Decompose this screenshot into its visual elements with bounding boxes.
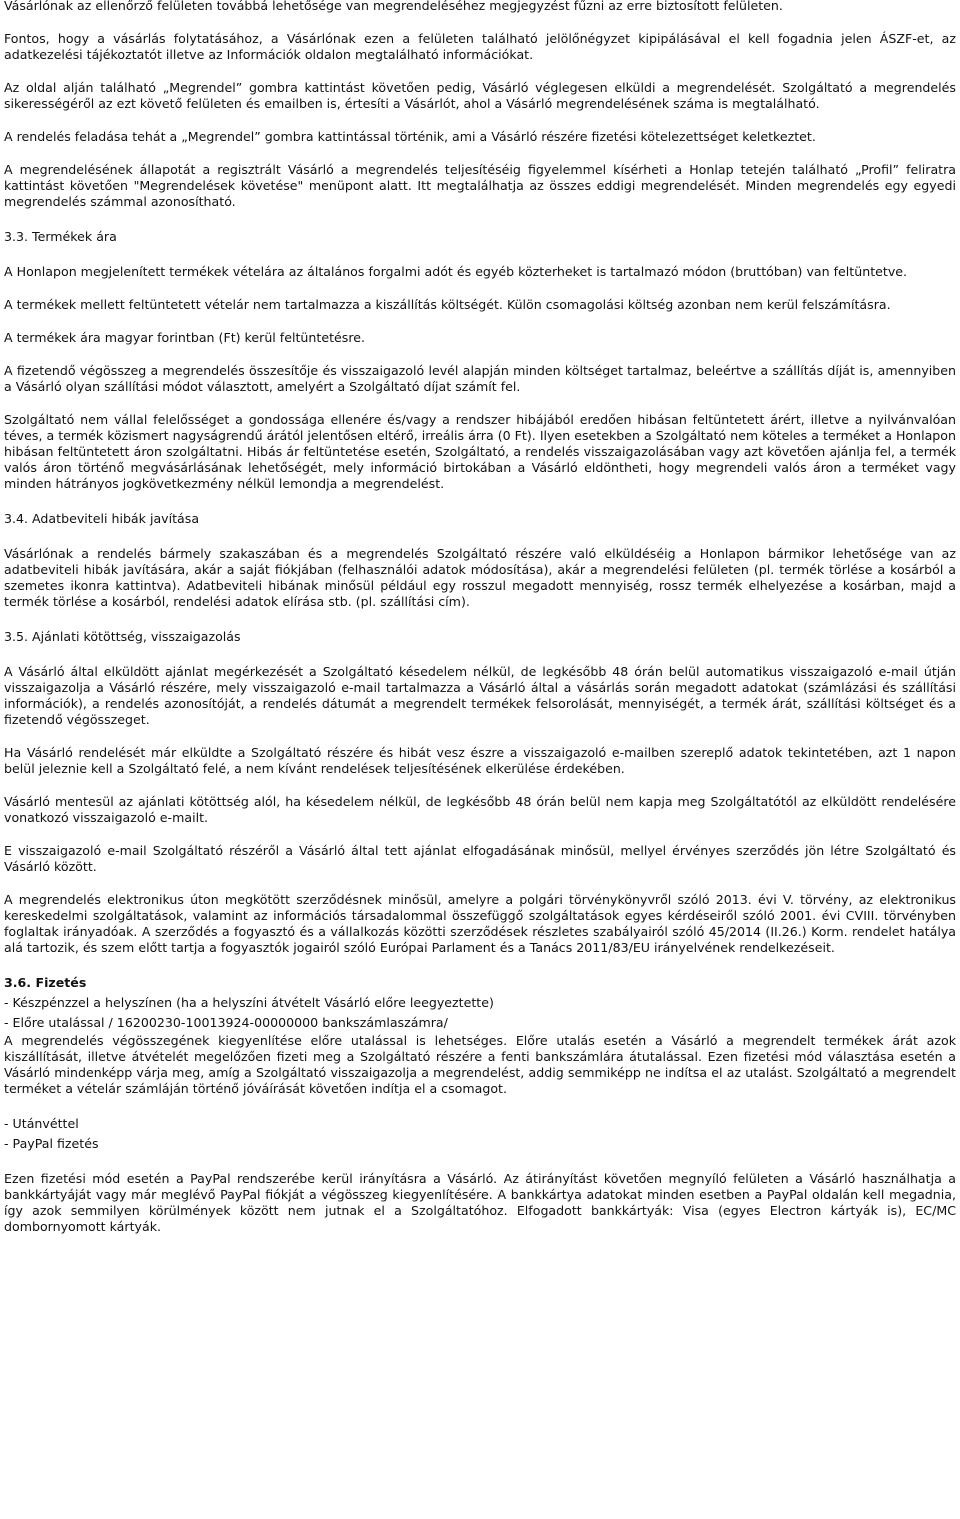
paragraph-b02: Fontos, hogy a vásárlás folytatásához, a Vásárlónak ezen a felületen található jelölőnégyzet kipipálásával el kell fogadnia jelen ÁSZF-et, az adatkezelési tájékoztatót illetve az Információk oldalon megtalálható információkat. — [4, 31, 956, 62]
section-heading-3-6: 3.6. Fizetés — [4, 975, 87, 990]
section-heading-3-3: 3.3. Termékek ára — [4, 229, 117, 244]
paragraph-b07: A Honlapon megjelenített termékek vételára az általános forgalmi adót és egyéb közterheket is tartalmazó módon (bruttóban) van feltüntetve. — [4, 264, 908, 279]
paragraph-b13: Vásárlónak a rendelés bármely szakaszában és a megrendelés Szolgáltató részére való elküldéséig a Honlapon bármikor lehetősége van az adatbeviteli hibák javítására, akár a saját fiókjában (felhasználói adatok módosítása), akár a megrendelési felületen (pl. termék törlése a kosárból a szemetes ikonra kattintva). Adatbeviteli hibának minősül például egy rosszul megadott mennyiség, rossz termék elhelyezése a kosárban, majd a termék törlése a kosárból, rendelési adatok elírása stb. (pl. szállítási cím). — [4, 546, 956, 609]
paragraph-b09: A termékek ára magyar forintban (Ft) kerül feltüntetésre. — [4, 330, 365, 345]
paragraph-b04: A rendelés feladása tehát a „Megrendel” gombra kattintással történik, ami a Vásárló részére fizetési kötelezettséget keletkeztet. — [4, 129, 816, 144]
section-heading-3-4: 3.4. Adatbeviteli hibák javítása — [4, 511, 200, 526]
paragraph-b16: Ha Vásárló rendelését már elküldte a Szolgáltató részére és hibát vesz észre a visszaigazoló e-mailben szereplő adatok tekintetében, azt 1 napon belül jeleznie kell a Szolgáltató felé, a nem kívánt rendelések teljesítésének elkerülése érdekében. — [4, 745, 956, 776]
paragraph-b05: A megrendelésének állapotát a regisztrált Vásárló a megrendelés teljesítéséig figyelemmel kísérheti a Honlap tetején található „Profil” feliratra kattintást követően "Megrendelések követése" menüpont alatt. Itt megtalálhatja az összes eddigi megrendelését. Minden megrendelés egy egyedi megrendelés számmal azonosítható. — [4, 162, 956, 209]
paragraph-b11: Szolgáltató nem vállal felelősséget a gondossága ellenére és/vagy a rendszer hibájából eredően hibásan feltüntetett árért, illetve a nyilvánvalóan téves, a termék közismert nagyságrendű árától jelentősen eltérő, irreális árra (0 Ft). Ilyen esetekben a Szolgáltató nem köteles a terméket a Honlapon hibásan feltüntetett áron szolgáltatni. Hibás ár feltüntetése esetén, Szolgáltató, a rendelés visszaigazolásában vagy azt követően ajánlja fel, a termék valós áron történő megvásárlásának lehetőségét, mely információ birtokában a Vásárló eldöntheti, hogy megrendeli valós áron a terméket vagy minden hátrányos jogkövetkezmény nélkül lemondja a megrendelést. — [4, 412, 956, 491]
paragraph-b19: A megrendelés elektronikus úton megkötött szerződésnek minősül, amelyre a polgári törvénykönyvről szóló 2013. évi V. törvény, az elektronikus kereskedelmi szolgáltatások, valamint az információs társadalommal összefüggő szolgáltatások egyes kérdéseiről szóló 2001. évi CVIII. törvényben foglaltak irányadóak. A szerződés a fogyasztó és a vállalkozás közötti szerződések részletes szabályairól szóló 45/2014 (II.26.) Korm. rendelet hatálya alá tartozik, és szem előtt tartja a fogyasztók jogairól szóló Európai Parlament és a Tanács 2011/83/EU irányelvének rendelkezéseit. — [4, 892, 956, 955]
paragraph-b03: Az oldal alján található „Megrendel” gombra kattintást követően pedig, Vásárló véglegesen elküldi a megrendelését. Szolgáltató a megrendelés sikerességéről az ezt követő felületen és emailben is, értesíti a Vásárlót, ahol a Vásárló megrendelésének száma is megtalálható. — [4, 80, 956, 111]
paragraph-b01: Vásárlónak az ellenőrző felületen továbbá lehetősége van megrendeléséhez megjegyzést fűzni az erre biztosított felületen. — [4, 0, 783, 13]
paragraph-b15: A Vásárló által elküldött ajánlat megérkezését a Szolgáltató késedelem nélkül, de legkésőbb 48 órán belül automatikus visszaigazoló e-mail útján visszaigazolja a Vásárló részére, mely visszaigazoló e-mail tartalmazza a Vásárló által a vásárlás során megadott adatokat (számlázási és szállítási információk), a rendelés azonosítóját, a rendelés dátumát a megrendelt termékek felsorolását, mennyiségét, a termék árát, szállítási költséget és a fizetendő végösszeget. — [4, 664, 956, 727]
paragraph-b08: A termékek mellett feltüntetett vételár nem tartalmazza a kiszállítás költségét. Külön csomagolási költség azonban nem kerül felszámításra. — [4, 297, 891, 312]
paragraph-b17: Vásárló mentesül az ajánlati kötöttség alól, ha késedelem nélkül, de legkésőbb 48 órán belül nem kapja meg Szolgáltatótól az elküldött rendelésére vonatkozó visszaigazoló e-mailt. — [4, 794, 956, 825]
paragraph-b18: E visszaigazoló e-mail Szolgáltató részéről a Vásárló által tett ajánlat elfogadásának minősül, mellyel érvényes szerződés jön létre Szolgáltató és Vásárló között. — [4, 843, 956, 874]
paragraph-b10: A fizetendő végösszeg a megrendelés összesítője és visszaigazoló levél alapján minden költséget tartalmaz, beleértve a szállítás díját is, amennyiben a Vásárló olyan szállítási módot választott, amelyért a Szolgáltató díjat számít fel. — [4, 363, 956, 394]
paragraph-b23: A megrendelés végösszegének kiegyenlítése előre utalással is lehetséges. Előre utalás esetén a Vásárló a megrendelt termékek árát azok kiszállítását, illetve átvételét megelőzően fizeti meg a Szolgáltató részére a fenti bankszámlára átutalással. Ezen fizetési mód választása esetén a Vásárló mindenképp várja meg, amíg a Szolgáltató visszaigazolja a megrendelést, addig semmiképp ne indítsa el az utalást. Szolgáltató a megrendelt terméket a vételár számláján történő jóváírását követően indítja el a csomagot. — [4, 1033, 956, 1096]
payment-option-cod: - Utánvéttel — [4, 1116, 79, 1131]
section-heading-3-5: 3.5. Ajánlati kötöttség, visszaigazolás — [4, 629, 241, 644]
payment-option-transfer: - Előre utalással / 16200230-10013924-00000000 bankszámlaszámra/ — [4, 1015, 448, 1030]
payment-option-paypal: - PayPal fizetés — [4, 1136, 99, 1151]
payment-option-cash: - Készpénzzel a helyszínen (ha a helyszíni átvételt Vásárló előre leegyeztette) — [4, 995, 494, 1010]
paragraph-b26: Ezen fizetési mód esetén a PayPal rendszerébe kerül irányításra a Vásárló. Az átirányítást követően megnyíló felületen a Vásárló használhatja a bankkártyáját vagy már meglévő PayPal fiókját a végösszeg kiegyenlítésére. A bankkártya adatokat minden esetben a PayPal oldalán kell megadnia, így azok semmilyen körülmények között nem jutnak el a Szolgáltatóhoz. Elfogadott bankkártyák: Visa (egyes Electron kártyák is), EC/MC dombornyomott kártyák. — [4, 1171, 956, 1234]
